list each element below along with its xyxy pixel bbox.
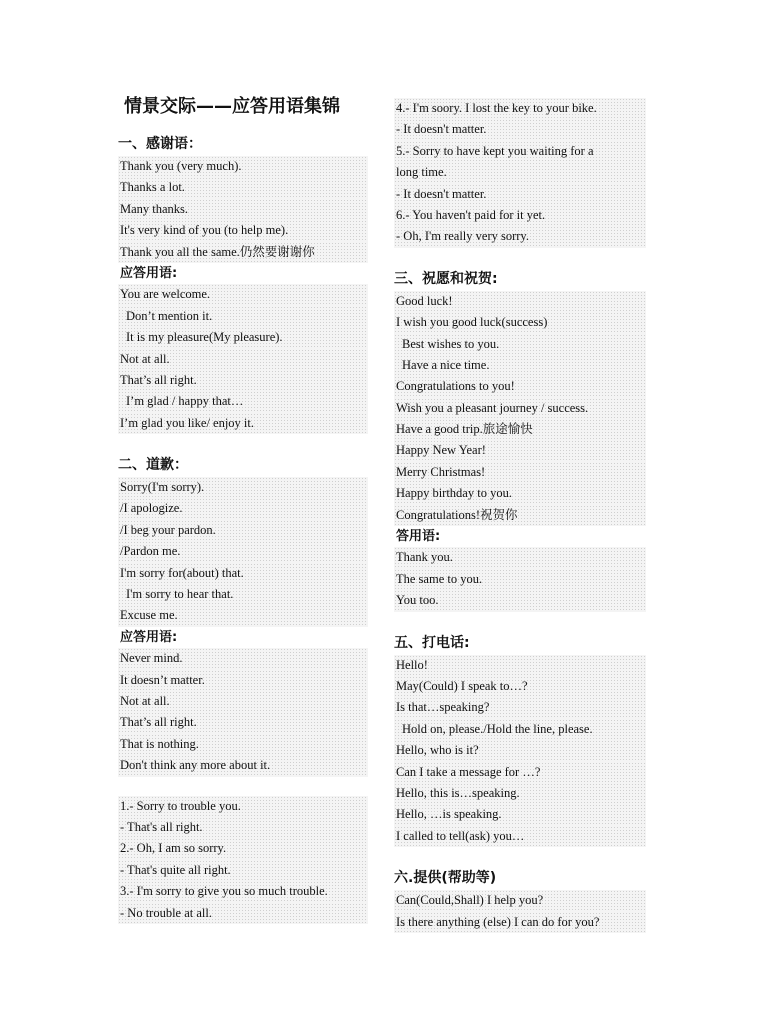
- offer-line: Can(Could,Shall) I help you?: [394, 890, 646, 911]
- section-offer-heading: 六.提供(帮助等): [394, 870, 497, 887]
- apology-example-line: - No trouble at all.: [118, 903, 368, 924]
- thanks-line: Thank you (very much).: [118, 156, 368, 177]
- apology-example-line: - That's all right.: [118, 817, 368, 838]
- thanks-line: Thank you all the same.仍然要谢谢你: [118, 242, 368, 263]
- phone-line: May(Could) I speak to…?: [394, 676, 646, 697]
- wishes-line: Congratulations!祝贺你: [394, 505, 646, 526]
- apology-example-line: 5.- Sorry to have kept you waiting for a: [394, 141, 646, 162]
- wishes-line: Have a good trip.旅途愉快: [394, 419, 646, 440]
- thanks-line: Thanks a lot.: [118, 177, 368, 198]
- wishes-line: Wish you a pleasant journey / success.: [394, 398, 646, 419]
- apology-reply-label: 应答用语:: [120, 629, 178, 645]
- wishes-reply-label: 答用语:: [396, 529, 441, 545]
- apology-line: I'm sorry for(about) that.: [118, 563, 368, 584]
- wishes-reply-line: The same to you.: [394, 569, 646, 590]
- phone-line: Hold on, please./Hold the line, please.: [394, 719, 646, 740]
- wishes-line: Good luck!: [394, 291, 646, 312]
- apology-example-line: 2.- Oh, I am so sorry.: [118, 838, 368, 859]
- phone-line: Is that…speaking?: [394, 697, 646, 718]
- page-title: 情景交际——应答用语集锦: [124, 96, 340, 117]
- section-phone-heading: 五、打电话:: [394, 634, 470, 651]
- apology-example-line: 3.- I'm sorry to give you so much trouble.: [118, 881, 368, 902]
- thanks-reply-line: That’s all right.: [118, 370, 368, 391]
- apology-example-line: long time.: [394, 162, 646, 183]
- apology-reply-line: Not at all.: [118, 691, 368, 712]
- wishes-line: Congratulations to you!: [394, 376, 646, 397]
- wishes-reply-line: You too.: [394, 590, 646, 611]
- section-apology-heading: 二、道歉：: [118, 457, 188, 474]
- apology-line: /Pardon me.: [118, 541, 368, 562]
- section-thanks-heading: 一、感谢语：: [118, 136, 202, 152]
- wishes-line: Happy New Year!: [394, 440, 646, 461]
- thanks-reply-line: It is my pleasure(My pleasure).: [118, 327, 368, 348]
- thanks-reply-line: You are welcome.: [118, 284, 368, 305]
- apology-reply-line: That’s all right.: [118, 712, 368, 733]
- thanks-line: It's very kind of you (to help me).: [118, 220, 368, 241]
- apology-line: /I apologize.: [118, 498, 368, 519]
- phone-line: Hello, …is speaking.: [394, 804, 646, 825]
- right-column: [394, 98, 646, 933]
- apology-reply-line: It doesn’t matter.: [118, 670, 368, 691]
- apology-example-line: - It doesn't matter.: [394, 184, 646, 205]
- wishes-line: I wish you good luck(success): [394, 312, 646, 333]
- thanks-line: Many thanks.: [118, 199, 368, 220]
- apology-line: Sorry(I'm sorry).: [118, 477, 368, 498]
- phone-line: Hello, who is it?: [394, 740, 646, 761]
- wishes-line: Best wishes to you.: [394, 334, 646, 355]
- offer-line: Is there anything (else) I can do for you?: [394, 912, 646, 933]
- section-wishes-heading: 三、祝愿和祝贺:: [394, 270, 498, 287]
- wishes-line: Have a nice time.: [394, 355, 646, 376]
- wishes-line: Merry Christmas!: [394, 462, 646, 483]
- apology-example-line: 6.- You haven't paid for it yet.: [394, 205, 646, 226]
- phone-line: Hello!: [394, 655, 646, 676]
- left-column: [118, 92, 368, 924]
- apology-reply-line: That is nothing.: [118, 734, 368, 755]
- apology-example-line: 1.- Sorry to trouble you.: [118, 796, 368, 817]
- wishes-reply-line: Thank you.: [394, 547, 646, 568]
- wishes-line: Happy birthday to you.: [394, 483, 646, 504]
- thanks-reply-label: 应答用语:: [120, 265, 178, 281]
- apology-line: I'm sorry to hear that.: [118, 584, 368, 605]
- apology-reply-line: Never mind.: [118, 648, 368, 669]
- thanks-reply-line: Not at all.: [118, 349, 368, 370]
- phone-line: Hello, this is…speaking.: [394, 783, 646, 804]
- thanks-reply-line: I’m glad / happy that…: [118, 391, 368, 412]
- apology-line: Excuse me.: [118, 605, 368, 626]
- apology-example-line: - That's quite all right.: [118, 860, 368, 881]
- thanks-reply-line: Don’t mention it.: [118, 306, 368, 327]
- apology-reply-line: Don't think any more about it.: [118, 755, 368, 776]
- apology-example-line: 4.- I'm soory. I lost the key to your bike.: [394, 98, 646, 119]
- phone-line: I called to tell(ask) you…: [394, 826, 646, 847]
- apology-line: /I beg your pardon.: [118, 520, 368, 541]
- thanks-reply-line: I’m glad you like/ enjoy it.: [118, 413, 368, 434]
- phone-line: Can I take a message for …?: [394, 762, 646, 783]
- apology-example-line: - It doesn't matter.: [394, 119, 646, 140]
- apology-example-line: - Oh, I'm really very sorry.: [394, 226, 646, 247]
